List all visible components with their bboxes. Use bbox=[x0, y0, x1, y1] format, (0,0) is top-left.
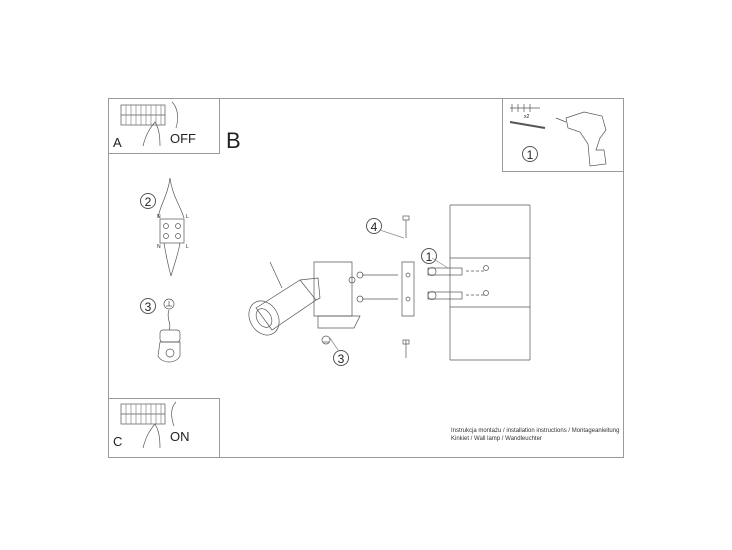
wire-mark-n-bottom: N bbox=[157, 244, 161, 250]
terminal-block-c-icon bbox=[121, 404, 165, 424]
cover-screw-icon bbox=[403, 216, 409, 358]
terminal-block-a-icon bbox=[121, 105, 165, 125]
drill-icon bbox=[556, 112, 606, 166]
switch-on-icon bbox=[172, 402, 176, 426]
panel-a-off-label: OFF bbox=[170, 131, 196, 146]
lead-lines bbox=[330, 230, 448, 350]
panel-b-letter: B bbox=[226, 128, 241, 153]
wire-mark-l-bottom: L bbox=[186, 244, 189, 250]
step-1-drill-badge: 1 bbox=[522, 146, 538, 162]
panel-c-on-label: ON bbox=[170, 429, 190, 444]
hand-c-icon bbox=[143, 424, 160, 448]
wall-lamp-icon bbox=[243, 262, 360, 344]
mounting-plate-icon bbox=[402, 262, 414, 316]
panel-a-letter: A bbox=[113, 135, 122, 150]
panel-c-letter: C bbox=[113, 434, 123, 449]
step-3-ground-badge: 3 bbox=[140, 298, 156, 314]
caption-line-2: Kinkiet / Wall lamp / Wandleuchter bbox=[451, 436, 542, 442]
wiring-connector-icon bbox=[158, 178, 184, 276]
screwdriver-bit-icon bbox=[510, 122, 545, 128]
step-1-anchor-badge: 1 bbox=[421, 248, 437, 264]
step-2-wiring-badge: 2 bbox=[140, 193, 156, 209]
caption-line-1: Instrukcja montażu / installation instructions / Montageanleitung bbox=[451, 428, 620, 434]
step-4-screw-badge: 4 bbox=[366, 218, 382, 234]
wire-mark-n-top: N bbox=[157, 214, 161, 220]
switch-off-icon bbox=[172, 102, 178, 128]
mounting-screws-icon bbox=[357, 272, 398, 302]
wall-plugs-icon bbox=[428, 266, 489, 300]
hand-a-icon bbox=[143, 122, 160, 146]
wire-mark-l-top: L bbox=[186, 214, 189, 220]
anchors-quantity: x2 bbox=[524, 114, 530, 120]
ground-terminal-icon bbox=[158, 299, 180, 362]
wall-anchor-icon bbox=[510, 104, 540, 112]
step-3-ground-screw-badge: 3 bbox=[333, 350, 349, 366]
wall-panel bbox=[450, 205, 530, 360]
